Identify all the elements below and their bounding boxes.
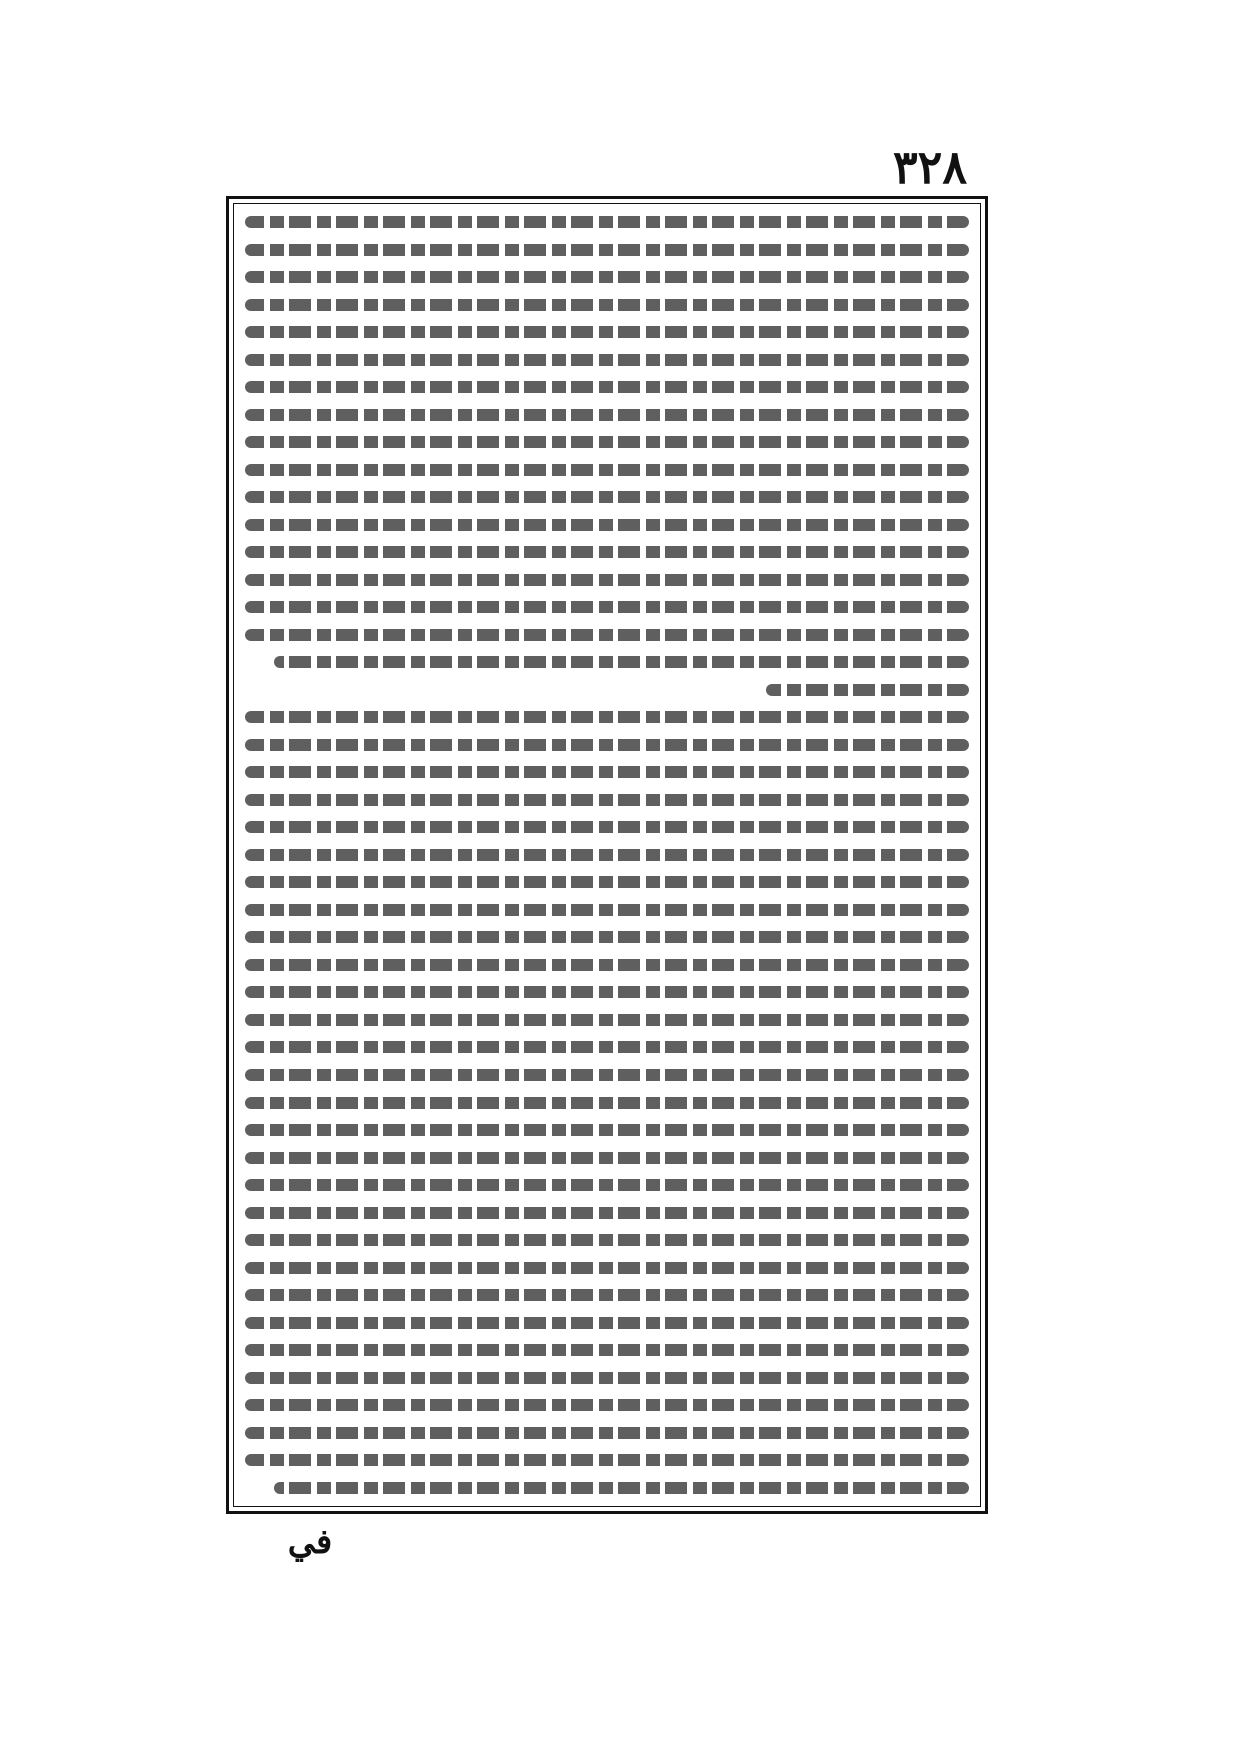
text-line (245, 818, 969, 836)
text-line-ink (766, 684, 969, 696)
text-line-ink (245, 876, 969, 888)
text-line (245, 708, 969, 726)
text-line (245, 1231, 969, 1249)
text-line (245, 1038, 969, 1056)
text-line (245, 653, 969, 671)
text-line (245, 378, 969, 396)
catchword: في (287, 1522, 333, 1562)
text-line-ink (245, 574, 969, 586)
text-line (245, 543, 969, 561)
text-line (245, 1369, 969, 1387)
text-line-ink (245, 1317, 969, 1329)
text-line (245, 296, 969, 314)
text-line (245, 1341, 969, 1359)
text-line-ink (245, 794, 969, 806)
text-line-ink (245, 244, 969, 256)
text-line-ink (245, 1372, 969, 1384)
text-line-ink (245, 519, 969, 531)
text-line-ink (245, 409, 969, 421)
text-line-ink (245, 1454, 969, 1466)
text-line-ink (245, 381, 969, 393)
text-frame (226, 196, 988, 1514)
text-line-ink (274, 1482, 969, 1494)
text-line (245, 791, 969, 809)
text-line (245, 1479, 969, 1497)
text-line (245, 351, 969, 369)
text-line (245, 1149, 969, 1167)
text-line (245, 1121, 969, 1139)
text-line-ink (245, 629, 969, 641)
text-line-ink (245, 931, 969, 943)
text-line-ink (245, 354, 969, 366)
text-line (245, 1314, 969, 1332)
text-line-ink (245, 546, 969, 558)
text-line (245, 1204, 969, 1222)
text-line-ink (245, 766, 969, 778)
text-line (245, 956, 969, 974)
text-line (245, 901, 969, 919)
text-line (245, 928, 969, 946)
text-line (245, 626, 969, 644)
text-line (245, 571, 969, 589)
text-line-ink (245, 1097, 969, 1109)
text-line-ink (245, 601, 969, 613)
text-line (245, 461, 969, 479)
text-line-ink (245, 464, 969, 476)
text-line (245, 1094, 969, 1112)
text-line-ink (245, 1289, 969, 1301)
text-line (245, 406, 969, 424)
text-line (245, 433, 969, 451)
text-line (245, 1066, 969, 1084)
text-line-ink (245, 959, 969, 971)
text-line (245, 1424, 969, 1442)
text-line-ink (274, 656, 969, 668)
text-line (245, 1011, 969, 1029)
text-line-ink (245, 1124, 969, 1136)
text-line-ink (245, 1041, 969, 1053)
text-line (245, 1396, 969, 1414)
text-line-ink (245, 436, 969, 448)
text-line-ink (245, 711, 969, 723)
text-line (245, 323, 969, 341)
text-line-ink (245, 1234, 969, 1246)
text-line-ink (245, 1014, 969, 1026)
text-line-ink (245, 1179, 969, 1191)
text-line (245, 1451, 969, 1469)
text-line (245, 1286, 969, 1304)
text-line (245, 736, 969, 754)
text-line (245, 1259, 969, 1277)
text-line (245, 763, 969, 781)
text-line (245, 1176, 969, 1194)
text-line (245, 598, 969, 616)
text-line-ink (245, 271, 969, 283)
text-line-ink (245, 1069, 969, 1081)
text-line-ink (245, 1427, 969, 1439)
text-line-ink (245, 739, 969, 751)
text-line (245, 681, 969, 699)
text-line-ink (245, 904, 969, 916)
text-line-ink (245, 1152, 969, 1164)
text-line-ink (245, 1344, 969, 1356)
text-line (245, 516, 969, 534)
text-line-ink (245, 821, 969, 833)
text-line-ink (245, 299, 969, 311)
text-line (245, 268, 969, 286)
text-line-ink (245, 1399, 969, 1411)
text-line (245, 241, 969, 259)
text-line-ink (245, 1207, 969, 1219)
text-line-ink (245, 1262, 969, 1274)
text-line (245, 983, 969, 1001)
text-line-ink (245, 849, 969, 861)
text-line (245, 846, 969, 864)
text-block (245, 213, 969, 1497)
text-line (245, 488, 969, 506)
page-number: ٣٢٨ (892, 140, 968, 194)
text-line (245, 213, 969, 231)
text-line-ink (245, 326, 969, 338)
text-line (245, 873, 969, 891)
text-line-ink (245, 491, 969, 503)
text-line-ink (245, 216, 969, 228)
text-line-ink (245, 986, 969, 998)
